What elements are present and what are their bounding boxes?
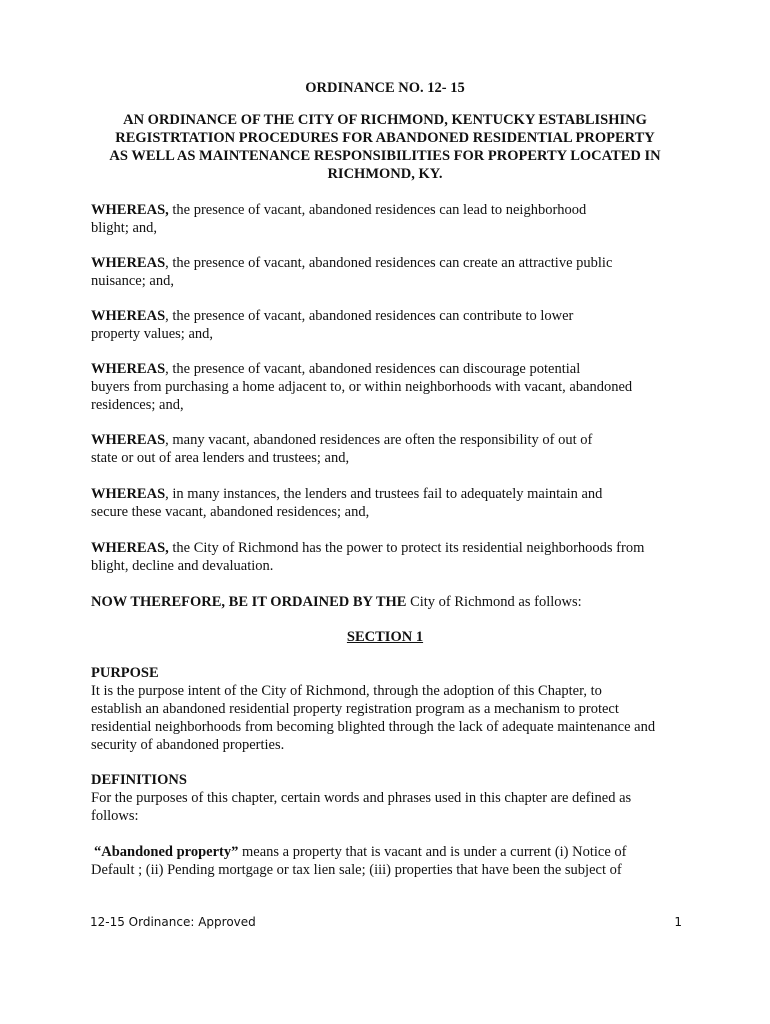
whereas-label: WHEREAS, [91,540,169,556]
page-number: 1 [674,915,682,929]
whereas-label: WHEREAS, [91,202,169,218]
purpose-heading: PURPOSE [91,665,159,681]
whereas-clause-4 [91,360,691,414]
whereas-clause-6 [91,485,691,521]
clause-text: , the presence of vacant, abandoned residences can discourage potential [165,361,581,377]
whereas-label: WHEREAS [91,432,166,448]
purpose-text: It is the purpose intent of the City of Richmond, through the adoption of this Chapter, to [91,683,602,699]
whereas-clause-5 [91,431,691,467]
whereas-clause-1 [91,201,691,237]
page-footer [90,913,682,931]
now-therefore-text: City of Richmond as follows: [406,594,582,610]
definition-term: “Abandoned property” [94,844,239,860]
whereas-label: WHEREAS [91,308,166,324]
clause-text: , the presence of vacant, abandoned residences can contribute to lower [165,308,574,324]
whereas-clause-3 [91,307,691,343]
definition-text: Default ; (ii) Pending mortgage or tax lien sale; (iii) properties that have been the subject of [91,862,622,878]
clause-text: residences; and, [91,397,184,413]
clause-text: buyers from purchasing a home adjacent to, or within neighborhoods with vacant, abandoned [91,379,633,395]
heading-line: AS WELL AS MAINTENANCE RESPONSIBILITIES FOR PROPERTY LOCATED IN [109,148,661,164]
purpose-text: residential neighborhoods from becoming blighted through the lack of adequate maintenance and [91,719,656,735]
clause-text: blight; and, [91,220,158,236]
heading-line: RICHMOND, KY. [327,166,443,182]
heading-line: REGISTRTATION PROCEDURES FOR ABANDONED RESIDENTIAL PROPERTY [115,130,655,146]
definitions-section [91,771,691,825]
clause-text: the City of Richmond has the power to protect its residential neighborhoods from [168,540,645,556]
whereas-label: WHEREAS [91,255,166,271]
ordinance-heading [88,111,682,183]
footer-label: 12-15 Ordinance: Approved [90,915,256,929]
whereas-clause-7 [91,539,691,575]
clause-text: property values; and, [91,326,214,342]
purpose-section [91,664,691,754]
definition-text: means a property that is vacant and is under a current (i) Notice of [238,844,627,860]
ordinance-number: ORDINANCE NO. 12- 15 [305,80,465,96]
heading-line: AN ORDINANCE OF THE CITY OF RICHMOND, KENTUCKY ESTABLISHING [123,112,647,128]
purpose-text: establish an abandoned residential property registration program as a mechanism to protect [91,701,619,717]
clause-text: state or out of area lenders and trustees; and, [91,450,350,466]
clause-text: nuisance; and, [91,273,174,289]
definitions-heading: DEFINITIONS [91,772,187,788]
definitions-text: follows: [91,808,139,824]
section-heading: SECTION 1 [346,629,424,645]
whereas-clause-2 [91,254,691,290]
clause-text: the presence of vacant, abandoned residences can lead to neighborhood [168,202,587,218]
clause-text: secure these vacant, abandoned residences; and, [91,504,370,520]
clause-text: blight, decline and devaluation. [91,558,274,574]
clause-text: , many vacant, abandoned residences are often the responsibility of out of [165,432,593,448]
whereas-label: WHEREAS [91,486,166,502]
clause-text: , in many instances, the lenders and trustees fail to adequately maintain and [165,486,603,502]
now-therefore-label: NOW THEREFORE, BE IT ORDAINED BY THE [91,594,407,610]
definitions-text: For the purposes of this chapter, certain words and phrases used in this chapter are defined as [91,790,632,806]
whereas-label: WHEREAS [91,361,166,377]
now-therefore-clause [91,593,691,611]
abandoned-property-definition [91,843,694,879]
purpose-text: security of abandoned properties. [91,737,285,753]
clause-text: , the presence of vacant, abandoned residences can create an attractive public [165,255,613,271]
